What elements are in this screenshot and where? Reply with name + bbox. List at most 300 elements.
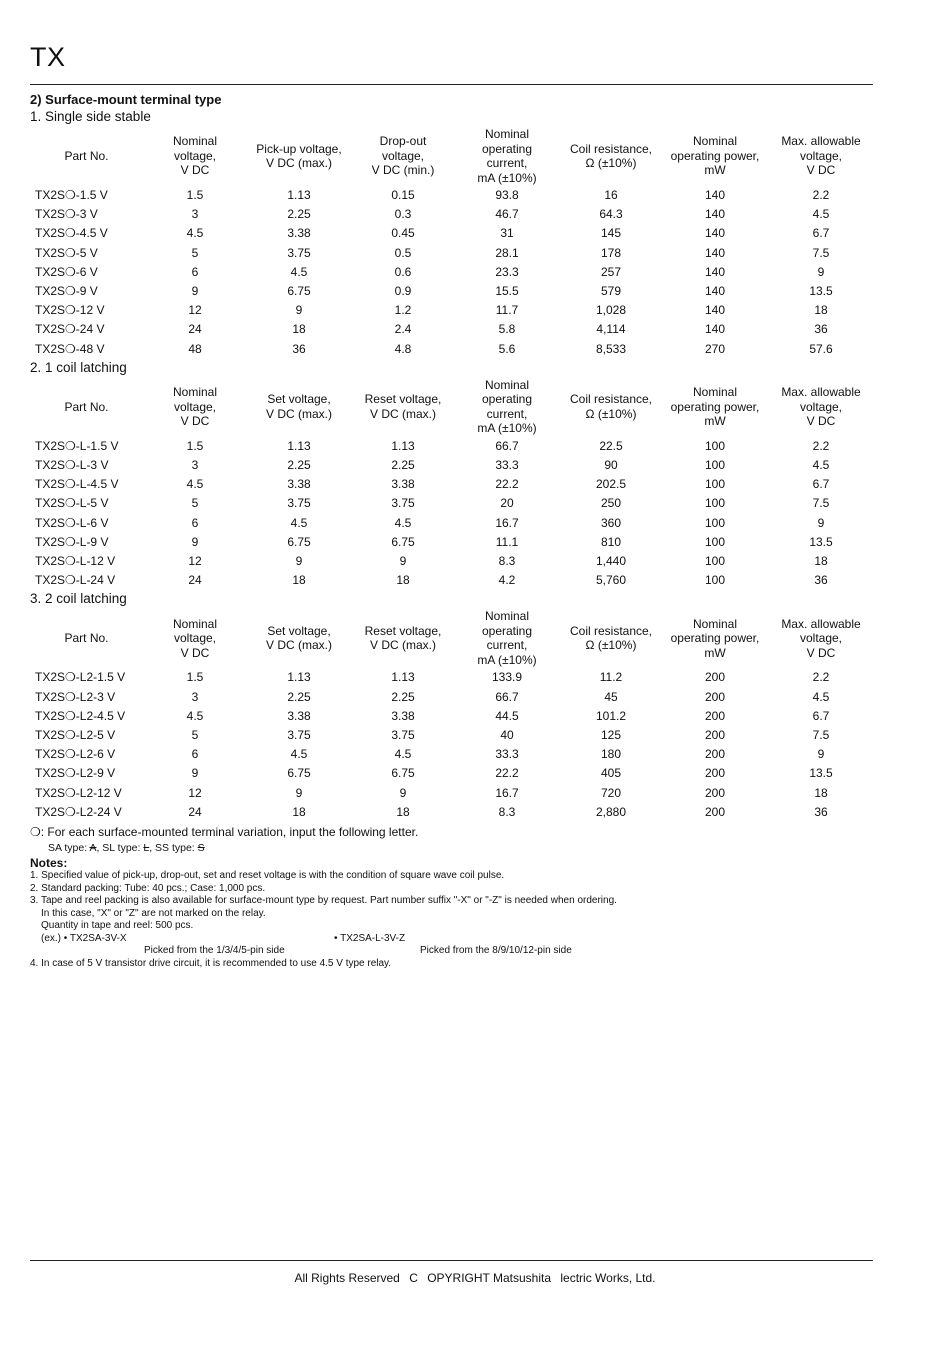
part-number-cell: TX2S❍-L2-4.5 V xyxy=(35,708,126,723)
value-cell: 2.25 xyxy=(287,689,311,704)
value-cell: 0.5 xyxy=(394,245,412,260)
value-cell: 6.75 xyxy=(287,284,311,299)
value-cell: 200 xyxy=(704,708,726,723)
coil-resistance-header-line: Coil resistance, xyxy=(569,392,653,407)
example-parts xyxy=(30,933,875,946)
value-cell: 18 xyxy=(292,804,306,819)
note-3-detail-2: Quantity in tape and reel: 500 pcs. xyxy=(41,920,194,932)
ss-type-label: , SS type: xyxy=(149,842,198,855)
table-row xyxy=(30,456,875,475)
nominal-power-header-line: operating power, xyxy=(670,399,760,414)
max-voltage-header-line: voltage, xyxy=(799,148,843,163)
nominal-voltage-header-line: Nominal xyxy=(172,134,217,149)
footer-rights: All Rights Reserved xyxy=(294,1271,400,1285)
value-cell: 200 xyxy=(704,728,726,743)
value-cell: 9 xyxy=(817,264,825,279)
coil-resistance-header xyxy=(559,126,663,186)
note-3: 3. Tape and reel packing is also available for surface-mount type by request. Part number suffix "-X" or "-Z" is needed when ordering. xyxy=(30,895,617,907)
bottom-divider xyxy=(30,1260,873,1261)
part-number-cell: TX2S❍-L-4.5 V xyxy=(35,477,119,492)
value-cell: 1.5 xyxy=(186,188,204,202)
value-cell: 4.5 xyxy=(186,708,204,723)
value-cell: 200 xyxy=(704,747,726,762)
nominal-power-header xyxy=(663,377,767,437)
value-cell: 36 xyxy=(814,322,828,337)
value-cell: 3 xyxy=(191,689,199,704)
value-cell: 202.5 xyxy=(595,477,627,492)
part-number-cell: TX2S❍-L2-6 V xyxy=(35,747,116,762)
value-cell: 133.9 xyxy=(491,670,523,685)
part-no-header: Part No. xyxy=(64,399,109,414)
value-cell: 100 xyxy=(704,458,726,473)
max-voltage-header xyxy=(767,377,875,437)
nominal-power-header xyxy=(663,126,767,186)
sa-type-label: SA type: xyxy=(48,842,90,855)
value-cell: 720 xyxy=(600,785,622,800)
max-voltage-header-line: Max. allowable xyxy=(781,616,861,631)
value-cell: 140 xyxy=(704,207,726,222)
max-voltage-header xyxy=(767,608,875,668)
coil-resistance-header-line: Ω (±10%) xyxy=(585,638,637,653)
nominal-current-header-line: current, xyxy=(486,638,528,653)
nominal-voltage-header-line: Nominal xyxy=(172,616,217,631)
value-cell: 1.2 xyxy=(394,303,412,318)
value-cell: 4.5 xyxy=(812,458,830,473)
nominal-current-header xyxy=(455,126,559,186)
value-cell: 18 xyxy=(814,554,828,569)
value-cell: 6 xyxy=(191,747,199,762)
table-title: 2. 1 coil latching xyxy=(30,359,127,375)
part-no-header: Part No. xyxy=(64,148,109,163)
value-cell: 36 xyxy=(292,341,306,356)
part-number-cell: TX2S❍-L-3 V xyxy=(35,458,109,473)
nominal-voltage-header-line: voltage, xyxy=(173,399,217,414)
value-cell: 13.5 xyxy=(809,534,833,549)
value-cell: 2.2 xyxy=(812,670,830,685)
value-cell: 6.7 xyxy=(812,226,830,241)
table-row xyxy=(30,707,875,726)
part-number-cell: TX2S❍-5 V xyxy=(35,245,98,260)
value-cell: 4.8 xyxy=(394,341,412,356)
value-cell: 9 xyxy=(295,554,303,569)
value-cell: 5 xyxy=(191,728,199,743)
spec-table xyxy=(30,377,875,591)
header-row xyxy=(30,126,875,186)
max-voltage-header-line: voltage, xyxy=(799,631,843,646)
value-cell: 18 xyxy=(292,322,306,337)
value-cell: 178 xyxy=(600,245,622,260)
sl-type-label: , SL type: xyxy=(96,842,144,855)
table-row xyxy=(30,514,875,533)
note-2: 2. Standard packing: Tube: 40 pcs.; Case: 1,000 pcs. xyxy=(30,882,266,894)
value-cell: 4,114 xyxy=(596,322,626,337)
value-cell: 18 xyxy=(292,573,306,588)
value-cell: 40 xyxy=(500,728,514,743)
part-no-header: Part No. xyxy=(64,631,109,646)
value-cell: 48 xyxy=(188,341,202,356)
footer-company: lectric Works, Ltd. xyxy=(560,1271,656,1285)
ss-type-letter: S xyxy=(197,842,205,855)
col3-header xyxy=(247,126,351,186)
coil-resistance-header xyxy=(559,377,663,437)
value-cell: 3.75 xyxy=(391,496,415,511)
nominal-power-header-line: operating power, xyxy=(670,148,760,163)
nominal-current-header-line: operating xyxy=(481,623,533,638)
value-cell: 2.2 xyxy=(812,438,830,453)
value-cell: 18 xyxy=(396,573,410,588)
note-4: 4. In case of 5 V transistor drive circuit, it is recommended to use 4.5 V type relay. xyxy=(30,957,392,969)
top-divider xyxy=(30,84,873,85)
nominal-current-header-line: Nominal xyxy=(484,609,529,624)
table-row xyxy=(30,533,875,552)
value-cell: 180 xyxy=(600,747,622,762)
note-1: 1. Specified value of pick-up, drop-out, set and reset voltage is with the condition of square wave coil pulse. xyxy=(30,870,505,882)
value-cell: 200 xyxy=(704,785,726,800)
col4-header xyxy=(351,608,455,668)
value-cell: 101.2 xyxy=(595,708,627,723)
value-cell: 3.38 xyxy=(391,477,415,492)
col4-header-line: Reset voltage, xyxy=(364,623,442,638)
spec-table xyxy=(30,126,875,359)
example-notes xyxy=(30,945,875,958)
value-cell: 140 xyxy=(704,322,726,337)
value-cell: 200 xyxy=(704,689,726,704)
col4-header-line: Reset voltage, xyxy=(364,392,442,407)
value-cell: 140 xyxy=(704,245,726,260)
part-number-cell: TX2S❍-12 V xyxy=(35,303,105,318)
example-part-a: (ex.) • TX2SA-3V-X xyxy=(41,932,127,944)
nominal-current-header-line: mA (±10%) xyxy=(477,170,537,185)
value-cell: 8,533 xyxy=(595,341,627,356)
value-cell: 810 xyxy=(600,534,622,549)
value-cell: 9 xyxy=(399,785,407,800)
nominal-voltage-header xyxy=(143,377,247,437)
part-number-cell: TX2S❍-L-5 V xyxy=(35,496,109,511)
value-cell: 1.13 xyxy=(391,438,415,453)
value-cell: 12 xyxy=(188,785,202,800)
value-cell: 0.9 xyxy=(394,284,412,299)
value-cell: 100 xyxy=(704,477,726,492)
col4-header-line: Drop-out xyxy=(379,134,427,149)
nominal-power-header xyxy=(663,608,767,668)
value-cell: 36 xyxy=(814,804,828,819)
value-cell: 3.38 xyxy=(287,226,311,241)
value-cell: 24 xyxy=(188,804,202,819)
nominal-power-header-line: Nominal xyxy=(692,385,737,400)
value-cell: 200 xyxy=(704,670,726,685)
value-cell: 7.5 xyxy=(812,728,830,743)
value-cell: 5.6 xyxy=(498,341,516,356)
max-voltage-header xyxy=(767,126,875,186)
part-number-cell: TX2S❍-L-24 V xyxy=(35,573,116,588)
part-number-cell: TX2S❍-1.5 V xyxy=(35,188,108,202)
nominal-power-header-line: Nominal xyxy=(692,616,737,631)
value-cell: 64.3 xyxy=(599,207,623,222)
value-cell: 2.4 xyxy=(394,322,412,337)
sa-type-letter: A xyxy=(89,842,97,855)
table-row xyxy=(30,745,875,764)
coil-resistance-header-line: Coil resistance, xyxy=(569,141,653,156)
part-number-cell: TX2S❍-L2-12 V xyxy=(35,785,122,800)
col4-header-line: V DC (max.) xyxy=(370,638,436,653)
value-cell: 9 xyxy=(191,766,199,781)
value-cell: 3 xyxy=(191,458,199,473)
nominal-current-header xyxy=(455,608,559,668)
part-number-cell: TX2S❍-L-9 V xyxy=(35,534,109,549)
value-cell: 2.25 xyxy=(391,458,415,473)
nominal-voltage-header-line: voltage, xyxy=(173,148,217,163)
col3-header-line: Set voltage, xyxy=(267,392,331,407)
value-cell: 11.1 xyxy=(495,534,519,549)
nominal-voltage-header-line: V DC xyxy=(180,414,210,429)
col3-header-line: Pick-up voltage, xyxy=(256,141,342,156)
part-number-cell: TX2S❍-L2-3 V xyxy=(35,689,116,704)
value-cell: 3.75 xyxy=(287,728,311,743)
value-cell: 9 xyxy=(399,554,407,569)
value-cell: 0.45 xyxy=(391,226,415,241)
value-cell: 1.13 xyxy=(287,438,311,453)
value-cell: 4.5 xyxy=(290,264,308,279)
coil-resistance-header xyxy=(559,608,663,668)
value-cell: 11.2 xyxy=(599,670,623,685)
value-cell: 31 xyxy=(500,226,514,241)
nominal-voltage-header-line: V DC xyxy=(180,645,210,660)
header-row xyxy=(30,608,875,668)
nominal-voltage-header-line: V DC xyxy=(180,163,210,178)
value-cell: 0.3 xyxy=(394,207,412,222)
table-title: 1. Single side stable xyxy=(30,109,151,124)
nominal-current-header-line: mA (±10%) xyxy=(477,652,537,667)
value-cell: 140 xyxy=(704,284,726,299)
table-row xyxy=(30,340,875,359)
value-cell: 4.5 xyxy=(186,226,204,241)
value-cell: 7.5 xyxy=(812,496,830,511)
col3-header xyxy=(247,608,351,668)
value-cell: 5 xyxy=(191,245,199,260)
col4-header-line: voltage, xyxy=(381,148,425,163)
value-cell: 44.5 xyxy=(495,708,519,723)
table-row xyxy=(30,571,875,590)
value-cell: 125 xyxy=(600,728,622,743)
value-cell: 12 xyxy=(188,554,202,569)
part-number-cell: TX2S❍-6 V xyxy=(35,264,98,279)
value-cell: 7.5 xyxy=(812,245,830,260)
col3-header xyxy=(247,377,351,437)
table-row xyxy=(30,263,875,282)
header-row xyxy=(30,377,875,437)
value-cell: 140 xyxy=(704,264,726,279)
spec-tables xyxy=(30,108,875,822)
footer-copyright-text: OPYRIGHT Matsushita xyxy=(427,1271,552,1285)
value-cell: 16.7 xyxy=(495,515,519,530)
value-cell: 13.5 xyxy=(809,284,833,299)
value-cell: 1.5 xyxy=(186,438,204,453)
value-cell: 9 xyxy=(191,284,199,299)
part-number-cell: TX2S❍-L2-9 V xyxy=(35,766,116,781)
value-cell: 66.7 xyxy=(495,689,519,704)
value-cell: 4.5 xyxy=(290,515,308,530)
value-cell: 22.5 xyxy=(599,438,623,453)
value-cell: 16.7 xyxy=(495,785,519,800)
value-cell: 4.5 xyxy=(394,515,412,530)
value-cell: 6.75 xyxy=(287,766,311,781)
max-voltage-header-line: V DC xyxy=(806,163,836,178)
value-cell: 57.6 xyxy=(809,341,833,356)
value-cell: 28.1 xyxy=(495,245,519,260)
value-cell: 579 xyxy=(600,284,622,299)
part-number-cell: TX2S❍-L2-5 V xyxy=(35,728,116,743)
nominal-voltage-header-line: voltage, xyxy=(173,631,217,646)
col3-header-line: V DC (max.) xyxy=(266,156,332,170)
max-voltage-header-line: voltage, xyxy=(799,399,843,414)
table-row xyxy=(30,784,875,803)
value-cell: 6.75 xyxy=(287,534,311,549)
table-row xyxy=(30,186,875,205)
value-cell: 4.5 xyxy=(290,747,308,762)
value-cell: 5,760 xyxy=(595,573,627,588)
value-cell: 18 xyxy=(814,303,828,318)
value-cell: 3.75 xyxy=(287,496,311,511)
col3-header-line: V DC (max.) xyxy=(266,638,332,653)
nominal-current-header-line: current, xyxy=(486,156,528,170)
section-title: 2) Surface-mount terminal type xyxy=(30,92,222,107)
value-cell: 18 xyxy=(814,785,828,800)
nominal-current-header-line: Nominal xyxy=(484,377,529,392)
value-cell: 250 xyxy=(600,496,622,511)
value-cell: 6 xyxy=(191,515,199,530)
table-row xyxy=(30,668,875,687)
value-cell: 11.7 xyxy=(495,303,519,318)
table-row xyxy=(30,764,875,783)
value-cell: 36 xyxy=(814,573,828,588)
max-voltage-header-line: Max. allowable xyxy=(781,385,861,400)
value-cell: 1,028 xyxy=(595,303,627,318)
nominal-power-header-line: mW xyxy=(704,163,726,178)
part-number-cell: TX2S❍-48 V xyxy=(35,341,105,356)
value-cell: 12 xyxy=(188,303,202,318)
value-cell: 15.5 xyxy=(495,284,519,299)
value-cell: 4.5 xyxy=(812,689,830,704)
part-number-cell: TX2S❍-L-1.5 V xyxy=(35,438,119,453)
value-cell: 270 xyxy=(704,341,726,356)
example-note-a: Picked from the 1/3/4/5-pin side xyxy=(144,945,285,957)
nominal-voltage-header-line: Nominal xyxy=(172,385,217,400)
value-cell: 100 xyxy=(704,515,726,530)
max-voltage-header-line: V DC xyxy=(806,645,836,660)
value-cell: 5.8 xyxy=(498,322,516,337)
value-cell: 100 xyxy=(704,573,726,588)
value-cell: 45 xyxy=(604,689,618,704)
value-cell: 0.15 xyxy=(391,188,415,202)
value-cell: 1,440 xyxy=(595,554,627,569)
part-number-cell: TX2S❍-3 V xyxy=(35,207,98,222)
table-row xyxy=(30,205,875,224)
value-cell: 2.25 xyxy=(287,458,311,473)
value-cell: 6.75 xyxy=(391,534,415,549)
col4-header-line: V DC (min.) xyxy=(371,163,435,178)
table-row xyxy=(30,494,875,513)
value-cell: 3 xyxy=(191,207,199,222)
value-cell: 100 xyxy=(704,438,726,453)
page-title: TX xyxy=(30,42,66,72)
part-number-cell: TX2S❍-L2-24 V xyxy=(35,804,122,819)
nominal-power-header-line: mW xyxy=(704,414,726,429)
value-cell: 5 xyxy=(191,496,199,511)
value-cell: 16 xyxy=(604,188,618,202)
coil-resistance-header-line: Coil resistance, xyxy=(569,623,653,638)
value-cell: 2.25 xyxy=(287,207,311,222)
value-cell: 3.38 xyxy=(287,708,311,723)
value-cell: 200 xyxy=(704,804,726,819)
value-cell: 22.2 xyxy=(495,766,519,781)
value-cell: 100 xyxy=(704,554,726,569)
nominal-current-header-line: Nominal xyxy=(484,127,529,141)
value-cell: 9 xyxy=(817,747,825,762)
footer-c: C xyxy=(409,1271,418,1285)
value-cell: 1.5 xyxy=(186,670,204,685)
table-row xyxy=(30,552,875,571)
table-row xyxy=(30,437,875,456)
nominal-power-header-line: operating power, xyxy=(670,631,760,646)
table-row xyxy=(30,282,875,301)
value-cell: 8.3 xyxy=(498,804,516,819)
value-cell: 405 xyxy=(600,766,622,781)
value-cell: 1.13 xyxy=(391,670,415,685)
col4-header xyxy=(351,377,455,437)
nominal-current-header-line: current, xyxy=(486,406,528,421)
table-row xyxy=(30,475,875,494)
nominal-voltage-header xyxy=(143,126,247,186)
note-3-detail-1: In this case, "X" or "Z" are not marked on the relay. xyxy=(41,907,266,919)
value-cell: 18 xyxy=(396,804,410,819)
value-cell: 24 xyxy=(188,322,202,337)
value-cell: 93.8 xyxy=(495,188,519,202)
value-cell: 6.75 xyxy=(391,766,415,781)
value-cell: 66.7 xyxy=(495,438,519,453)
value-cell: 3.38 xyxy=(287,477,311,492)
value-cell: 140 xyxy=(704,226,726,241)
part-number-cell: TX2S❍-L-6 V xyxy=(35,515,109,530)
value-cell: 100 xyxy=(704,496,726,511)
value-cell: 8.3 xyxy=(498,554,516,569)
nominal-current-header-line: operating xyxy=(481,141,533,156)
value-cell: 100 xyxy=(704,534,726,549)
variation-legend: ❍: For each surface-mounted terminal variation, input the following letter. xyxy=(30,825,419,840)
part-number-cell: TX2S❍-24 V xyxy=(35,322,105,337)
value-cell: 9 xyxy=(295,303,303,318)
example-part-b: • TX2SA-L-3V-Z xyxy=(334,932,406,944)
value-cell: 9 xyxy=(295,785,303,800)
table-row xyxy=(30,803,875,822)
table-row xyxy=(30,726,875,745)
value-cell: 46.7 xyxy=(495,207,519,222)
value-cell: 145 xyxy=(600,226,622,241)
nominal-current-header-line: mA (±10%) xyxy=(477,421,537,436)
nominal-current-header xyxy=(455,377,559,437)
part-number-cell: TX2S❍-4.5 V xyxy=(35,226,108,241)
value-cell: 23.3 xyxy=(495,264,519,279)
max-voltage-header-line: V DC xyxy=(806,414,836,429)
value-cell: 2,880 xyxy=(595,804,627,819)
max-voltage-header-line: Max. allowable xyxy=(781,134,861,149)
value-cell: 3.75 xyxy=(391,728,415,743)
value-cell: 1.13 xyxy=(287,670,311,685)
sl-type-letter: L xyxy=(143,842,150,855)
value-cell: 90 xyxy=(604,458,618,473)
part-number-cell: TX2S❍-9 V xyxy=(35,284,98,299)
value-cell: 4.5 xyxy=(186,477,204,492)
col3-header-line: V DC (max.) xyxy=(266,406,332,421)
